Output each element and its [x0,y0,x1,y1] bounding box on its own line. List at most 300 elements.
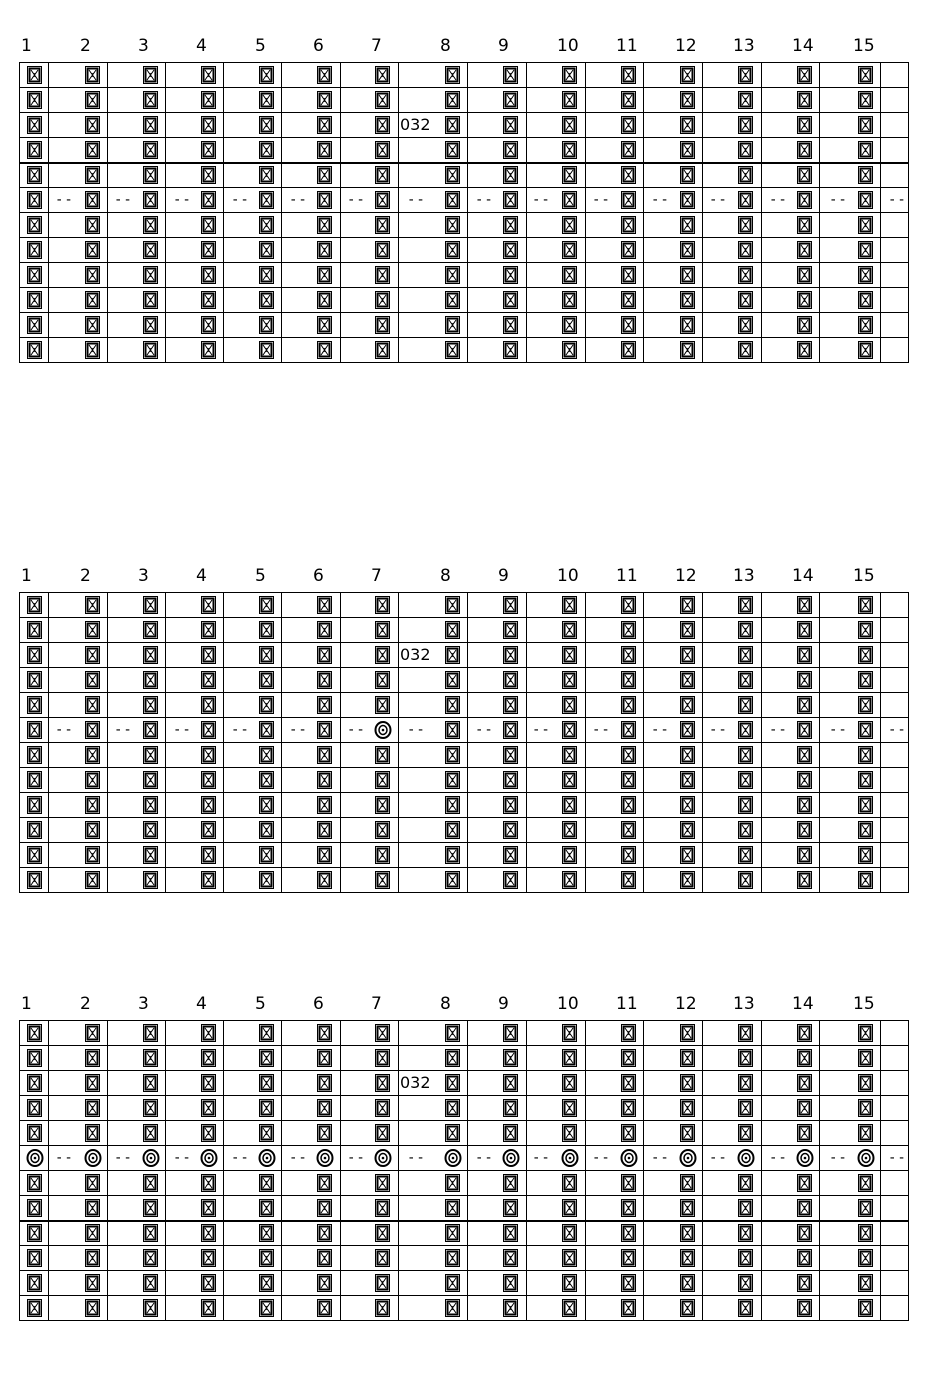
crossed-box-icon [85,746,100,764]
crossed-box-icon [143,721,158,739]
crossed-box-icon [317,316,332,334]
column-number: 8 [440,566,451,586]
crossed-box-icon [201,771,216,789]
crossed-box-icon [738,1174,753,1192]
column-number: 15 [853,36,875,56]
concentric-ring-icon [316,1149,334,1167]
concentric-ring-icon [737,1149,755,1167]
row-divider [20,817,908,818]
crossed-box-icon [27,166,42,184]
crossed-box-icon [201,191,216,209]
crossed-box-icon [27,1024,42,1042]
crossed-box-icon [143,1299,158,1317]
crossed-box-icon [797,1274,812,1292]
crossed-box-icon [201,341,216,359]
crossed-box-icon [621,746,636,764]
crossed-box-icon [738,91,753,109]
crossed-box-icon [738,1249,753,1267]
crossed-box-icon [143,746,158,764]
crossed-box-icon [858,1199,873,1217]
crossed-box-icon [503,721,518,739]
separator-dash: -- [532,1150,551,1166]
crossed-box-icon [143,341,158,359]
crossed-box-icon [562,291,577,309]
crossed-box-icon [503,646,518,664]
crossed-box-icon [858,1224,873,1242]
crossed-box-icon [143,1249,158,1267]
crossed-box-icon [858,91,873,109]
separator-dash: -- [532,192,551,208]
crossed-box-icon [85,1099,100,1117]
crossed-box-icon [858,1099,873,1117]
crossed-box-icon [143,1199,158,1217]
crossed-box-icon [445,1049,460,1067]
column-divider [819,1021,820,1320]
crossed-box-icon [680,316,695,334]
crossed-box-icon [85,291,100,309]
crossed-box-icon [259,141,274,159]
column-divider [761,1021,762,1320]
column-number: 4 [196,566,207,586]
crossed-box-icon [738,241,753,259]
crossed-box-icon [259,1124,274,1142]
crossed-box-icon [797,216,812,234]
crossed-box-icon [317,91,332,109]
column-number: 1 [21,994,32,1014]
crossed-box-icon [317,1049,332,1067]
separator-dash: -- [651,722,670,738]
crossed-box-icon [797,721,812,739]
crossed-box-icon [27,1274,42,1292]
crossed-box-icon [621,141,636,159]
crossed-box-icon [738,1299,753,1317]
crossed-box-icon [375,1224,390,1242]
crossed-box-icon [445,291,460,309]
crossed-box-icon [680,671,695,689]
crossed-box-icon [259,796,274,814]
crossed-box-icon [797,341,812,359]
separator-dash: -- [289,192,308,208]
crossed-box-icon [858,1124,873,1142]
crossed-box-icon [562,696,577,714]
separator-dash: -- [114,192,133,208]
crossed-box-icon [143,1274,158,1292]
crossed-box-icon [445,1224,460,1242]
crossed-box-icon [259,746,274,764]
column-number: 14 [792,36,814,56]
column-number: 9 [498,566,509,586]
crossed-box-icon [621,871,636,889]
crossed-box-icon [680,871,695,889]
crossed-box-icon [85,316,100,334]
crossed-box-icon [143,1024,158,1042]
separator-dash: -- [347,1150,366,1166]
separator-dash: -- [532,722,551,738]
crossed-box-icon [738,316,753,334]
crossed-box-icon [503,1124,518,1142]
crossed-box-icon [621,1224,636,1242]
crossed-box-icon [680,821,695,839]
crossed-box-icon [143,141,158,159]
separator-dash: -- [592,722,611,738]
crossed-box-icon [85,796,100,814]
crossed-box-icon [317,596,332,614]
row-divider [20,337,908,338]
column-number: 8 [440,36,451,56]
crossed-box-icon [201,116,216,134]
crossed-box-icon [680,1199,695,1217]
crossed-box-icon [375,216,390,234]
crossed-box-icon [503,241,518,259]
column-number: 12 [675,994,697,1014]
crossed-box-icon [680,91,695,109]
crossed-box-icon [562,1299,577,1317]
column-divider [340,1021,341,1320]
row-divider [20,312,908,313]
row-divider [20,692,908,693]
separator-dash: -- [173,722,192,738]
crossed-box-icon [562,671,577,689]
column-divider [281,1021,282,1320]
crossed-box-icon [375,1049,390,1067]
crossed-box-icon [503,1074,518,1092]
crossed-box-icon [143,796,158,814]
crossed-box-icon [143,166,158,184]
crossed-box-icon [858,116,873,134]
crossed-box-icon [375,1124,390,1142]
crossed-box-icon [503,696,518,714]
crossed-box-icon [445,316,460,334]
crossed-box-icon [259,241,274,259]
crossed-box-icon [797,621,812,639]
crossed-box-icon [375,621,390,639]
crossed-box-icon [797,316,812,334]
crossed-box-icon [503,316,518,334]
crossed-box-icon [143,316,158,334]
crossed-box-icon [201,821,216,839]
crossed-box-icon [317,191,332,209]
crossed-box-icon [85,1124,100,1142]
row-divider [20,717,908,718]
crossed-box-icon [27,871,42,889]
crossed-box-icon [738,1049,753,1067]
crossed-box-icon [797,821,812,839]
column-number: 9 [498,36,509,56]
crossed-box-icon [445,646,460,664]
separator-dash: -- [55,1150,74,1166]
concentric-ring-icon [258,1149,276,1167]
crossed-box-icon [621,216,636,234]
crossed-box-icon [503,266,518,284]
crossed-box-icon [201,241,216,259]
separator-dash: -- [592,1150,611,1166]
crossed-box-icon [375,1074,390,1092]
crossed-box-icon [562,1199,577,1217]
crossed-box-icon [503,1274,518,1292]
column-divider [702,1021,703,1320]
separator-dash: -- [407,722,426,738]
crossed-box-icon [27,671,42,689]
crossed-box-icon [621,241,636,259]
crossed-box-icon [201,696,216,714]
separator-dash: -- [407,192,426,208]
column-number: 2 [80,36,91,56]
crossed-box-icon [797,646,812,664]
crossed-box-icon [797,696,812,714]
crossed-box-icon [738,1024,753,1042]
code-label: 032 [400,1073,431,1092]
crossed-box-icon [201,1199,216,1217]
crossed-box-icon [375,871,390,889]
crossed-box-icon [621,1174,636,1192]
crossed-box-icon [27,821,42,839]
crossed-box-icon [259,846,274,864]
row-divider [20,162,908,164]
crossed-box-icon [738,871,753,889]
crossed-box-icon [738,746,753,764]
crossed-box-icon [201,91,216,109]
concentric-ring-icon [374,721,392,739]
crossed-box-icon [797,1074,812,1092]
crossed-box-icon [797,1199,812,1217]
row-divider [20,1220,908,1222]
crossed-box-icon [621,771,636,789]
crossed-box-icon [317,1299,332,1317]
crossed-box-icon [738,596,753,614]
concentric-ring-icon [561,1149,579,1167]
column-divider [880,593,881,892]
crossed-box-icon [445,66,460,84]
crossed-box-icon [680,291,695,309]
crossed-box-icon [680,1024,695,1042]
crossed-box-icon [317,846,332,864]
column-divider [467,1021,468,1320]
column-number: 10 [557,566,579,586]
crossed-box-icon [503,1049,518,1067]
crossed-box-icon [375,746,390,764]
crossed-box-icon [738,266,753,284]
crossed-box-icon [562,216,577,234]
crossed-box-icon [445,771,460,789]
crossed-box-icon [797,1174,812,1192]
separator-dash: -- [769,722,788,738]
crossed-box-icon [317,621,332,639]
crossed-box-icon [680,116,695,134]
crossed-box-icon [259,596,274,614]
crossed-box-icon [680,1174,695,1192]
column-divider [526,1021,527,1320]
crossed-box-icon [621,621,636,639]
column-number: 10 [557,36,579,56]
crossed-box-icon [85,141,100,159]
crossed-box-icon [797,596,812,614]
crossed-box-icon [27,1199,42,1217]
crossed-box-icon [317,291,332,309]
crossed-box-icon [621,1049,636,1067]
crossed-box-icon [858,1074,873,1092]
crossed-box-icon [143,1049,158,1067]
crossed-box-icon [201,846,216,864]
crossed-box-icon [562,116,577,134]
crossed-box-icon [445,1124,460,1142]
crossed-box-icon [445,116,460,134]
crossed-box-icon [85,646,100,664]
crossed-box-icon [738,191,753,209]
crossed-box-icon [738,1274,753,1292]
crossed-box-icon [27,1074,42,1092]
column-number: 14 [792,994,814,1014]
crossed-box-icon [27,771,42,789]
crossed-box-icon [143,1174,158,1192]
crossed-box-icon [858,141,873,159]
crossed-box-icon [503,621,518,639]
crossed-box-icon [445,846,460,864]
row-divider [20,1170,908,1171]
crossed-box-icon [317,266,332,284]
column-divider [702,63,703,362]
crossed-box-icon [445,266,460,284]
column-number: 12 [675,36,697,56]
row-divider [20,87,908,88]
crossed-box-icon [680,1074,695,1092]
crossed-box-icon [317,1274,332,1292]
column-divider [107,593,108,892]
crossed-box-icon [503,166,518,184]
crossed-box-icon [317,696,332,714]
crossed-box-icon [621,191,636,209]
crossed-box-icon [797,1049,812,1067]
row-divider [20,667,908,668]
crossed-box-icon [621,696,636,714]
crossed-box-icon [562,1224,577,1242]
crossed-box-icon [562,871,577,889]
crossed-box-icon [621,266,636,284]
crossed-box-icon [201,266,216,284]
crossed-box-icon [201,216,216,234]
crossed-box-icon [503,871,518,889]
crossed-box-icon [445,1249,460,1267]
crossed-box-icon [562,771,577,789]
crossed-box-icon [621,1024,636,1042]
crossed-box-icon [562,1099,577,1117]
crossed-box-icon [680,696,695,714]
crossed-box-icon [201,316,216,334]
crossed-box-icon [201,1024,216,1042]
column-divider [48,1021,49,1320]
crossed-box-icon [680,1299,695,1317]
crossed-box-icon [375,341,390,359]
crossed-box-icon [143,241,158,259]
crossed-box-icon [562,1249,577,1267]
crossed-box-icon [738,1099,753,1117]
column-number: 7 [371,36,382,56]
concentric-ring-icon [26,1149,44,1167]
crossed-box-icon [201,796,216,814]
crossed-box-icon [503,116,518,134]
crossed-box-icon [445,1199,460,1217]
crossed-box-icon [445,821,460,839]
crossed-box-icon [85,241,100,259]
separator-dash: -- [829,1150,848,1166]
crossed-box-icon [738,671,753,689]
separator-dash: -- [769,1150,788,1166]
row-divider [20,1270,908,1271]
crossed-box-icon [85,621,100,639]
crossed-box-icon [317,671,332,689]
crossed-box-icon [375,1299,390,1317]
crossed-box-icon [445,696,460,714]
column-divider [107,63,108,362]
crossed-box-icon [562,721,577,739]
crossed-box-icon [503,771,518,789]
row-divider [20,137,908,138]
crossed-box-icon [503,1299,518,1317]
separator-dash: -- [769,192,788,208]
crossed-box-icon [201,1224,216,1242]
column-number: 3 [138,566,149,586]
concentric-ring-icon [679,1149,697,1167]
crossed-box-icon [143,821,158,839]
crossed-box-icon [317,1074,332,1092]
crossed-box-icon [85,1249,100,1267]
crossed-box-icon [317,166,332,184]
separator-dash: -- [475,1150,494,1166]
crossed-box-icon [858,191,873,209]
crossed-box-icon [143,291,158,309]
column-number: 4 [196,36,207,56]
crossed-box-icon [797,1299,812,1317]
separator-dash: -- [709,1150,728,1166]
row-divider [20,867,908,868]
crossed-box-icon [562,241,577,259]
crossed-box-icon [680,596,695,614]
crossed-box-icon [85,1199,100,1217]
crossed-box-icon [259,696,274,714]
column-divider [340,63,341,362]
crossed-box-icon [858,846,873,864]
column-divider [585,593,586,892]
crossed-box-icon [858,66,873,84]
concentric-ring-icon [84,1149,102,1167]
crossed-box-icon [797,266,812,284]
column-number: 15 [853,994,875,1014]
crossed-box-icon [621,671,636,689]
column-number: 5 [255,994,266,1014]
crossed-box-icon [201,1099,216,1117]
separator-dash: -- [829,722,848,738]
crossed-box-icon [143,871,158,889]
crossed-box-icon [445,621,460,639]
crossed-box-icon [680,771,695,789]
code-label: 032 [400,645,431,664]
crossed-box-icon [445,1074,460,1092]
crossed-box-icon [143,91,158,109]
crossed-box-icon [680,796,695,814]
crossed-box-icon [375,821,390,839]
crossed-box-icon [27,596,42,614]
crossed-box-icon [562,846,577,864]
crossed-box-icon [680,1124,695,1142]
crossed-box-icon [201,291,216,309]
column-number: 2 [80,994,91,1014]
crossed-box-icon [621,846,636,864]
separator-dash: -- [475,722,494,738]
crossed-box-icon [259,821,274,839]
column-number: 13 [733,36,755,56]
crossed-box-icon [375,596,390,614]
crossed-box-icon [317,771,332,789]
crossed-box-icon [143,671,158,689]
